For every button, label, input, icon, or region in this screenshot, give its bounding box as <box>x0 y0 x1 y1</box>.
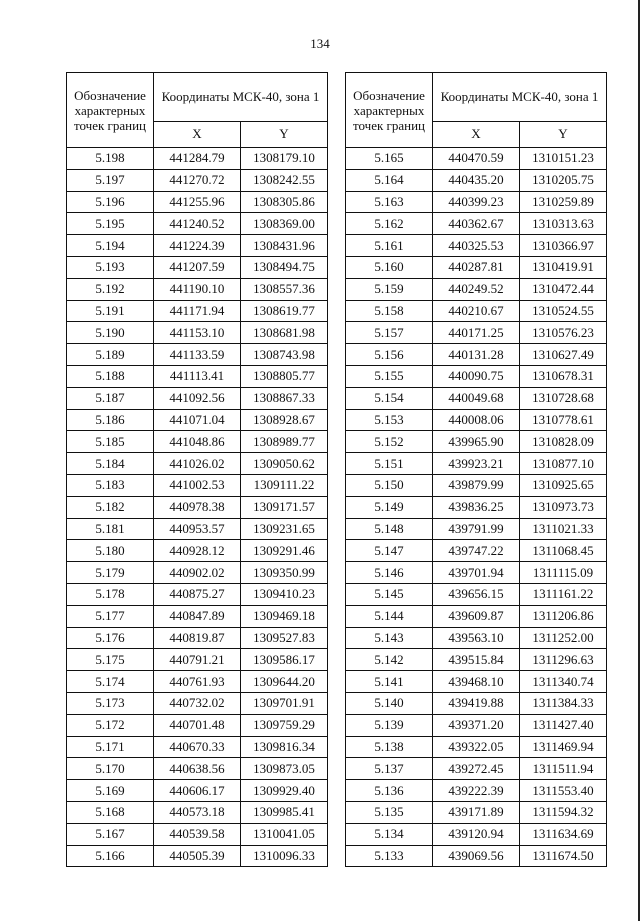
x-coordinate-cell: 441224.39 <box>154 235 241 257</box>
y-coordinate-cell: 1309410.23 <box>241 583 328 605</box>
table-row <box>67 431 328 453</box>
x-coordinate-cell: 439563.10 <box>433 627 520 649</box>
x-coordinate-cell: 440049.68 <box>433 387 520 409</box>
table-row <box>346 169 607 191</box>
x-coordinate-cell: 440362.67 <box>433 213 520 235</box>
table-row <box>346 365 607 387</box>
y-coordinate-cell: 1309291.46 <box>241 540 328 562</box>
point-id-cell: 5.133 <box>346 845 433 867</box>
y-coordinate-cell: 1310524.55 <box>520 300 607 322</box>
y-coordinate-cell: 1310472.44 <box>520 278 607 300</box>
point-id-cell: 5.151 <box>346 453 433 475</box>
table-row <box>67 714 328 736</box>
header-coordinates: Координаты МСК-40, зона 1 <box>154 73 328 122</box>
y-coordinate-cell: 1311252.00 <box>520 627 607 649</box>
x-coordinate-cell: 439468.10 <box>433 671 520 693</box>
table-row <box>346 344 607 366</box>
table-row <box>346 649 607 671</box>
y-coordinate-cell: 1310041.05 <box>241 823 328 845</box>
point-id-cell: 5.180 <box>67 540 154 562</box>
point-id-cell: 5.195 <box>67 213 154 235</box>
x-coordinate-cell: 440435.20 <box>433 169 520 191</box>
point-id-cell: 5.149 <box>346 496 433 518</box>
y-coordinate-cell: 1310728.68 <box>520 387 607 409</box>
x-coordinate-cell: 440399.23 <box>433 191 520 213</box>
y-coordinate-cell: 1311384.33 <box>520 692 607 714</box>
y-coordinate-cell: 1308305.86 <box>241 191 328 213</box>
point-id-cell: 5.141 <box>346 671 433 693</box>
x-coordinate-cell: 440287.81 <box>433 256 520 278</box>
y-coordinate-cell: 1310366.97 <box>520 235 607 257</box>
y-coordinate-cell: 1311469.94 <box>520 736 607 758</box>
x-coordinate-cell: 441190.10 <box>154 278 241 300</box>
point-id-cell: 5.184 <box>67 453 154 475</box>
y-coordinate-cell: 1308681.98 <box>241 322 328 344</box>
header-y: Y <box>520 121 607 147</box>
x-coordinate-cell: 440606.17 <box>154 780 241 802</box>
x-coordinate-cell: 439222.39 <box>433 780 520 802</box>
point-id-cell: 5.156 <box>346 344 433 366</box>
x-coordinate-cell: 441255.96 <box>154 191 241 213</box>
x-coordinate-cell: 439069.56 <box>433 845 520 867</box>
y-coordinate-cell: 1311206.86 <box>520 605 607 627</box>
table-row <box>67 583 328 605</box>
table-row <box>346 278 607 300</box>
table-row <box>67 213 328 235</box>
table-row <box>346 714 607 736</box>
x-coordinate-cell: 441207.59 <box>154 256 241 278</box>
point-id-cell: 5.196 <box>67 191 154 213</box>
point-id-cell: 5.148 <box>346 518 433 540</box>
x-coordinate-cell: 439322.05 <box>433 736 520 758</box>
y-coordinate-cell: 1311553.40 <box>520 780 607 802</box>
x-coordinate-cell: 440928.12 <box>154 540 241 562</box>
header-y: Y <box>241 121 328 147</box>
point-id-cell: 5.162 <box>346 213 433 235</box>
point-id-cell: 5.155 <box>346 365 433 387</box>
y-coordinate-cell: 1309469.18 <box>241 605 328 627</box>
x-coordinate-cell: 440090.75 <box>433 365 520 387</box>
y-coordinate-cell: 1308431.96 <box>241 235 328 257</box>
y-coordinate-cell: 1309816.34 <box>241 736 328 758</box>
point-id-cell: 5.150 <box>346 474 433 496</box>
x-coordinate-cell: 440470.59 <box>433 148 520 170</box>
point-id-cell: 5.183 <box>67 474 154 496</box>
table-row <box>346 780 607 802</box>
x-coordinate-cell: 440791.21 <box>154 649 241 671</box>
point-id-cell: 5.190 <box>67 322 154 344</box>
x-coordinate-cell: 439656.15 <box>433 583 520 605</box>
x-coordinate-cell: 440761.93 <box>154 671 241 693</box>
table-row <box>346 692 607 714</box>
table-row <box>346 758 607 780</box>
point-id-cell: 5.188 <box>67 365 154 387</box>
table-row <box>67 627 328 649</box>
x-coordinate-cell: 440539.58 <box>154 823 241 845</box>
x-coordinate-cell: 440875.27 <box>154 583 241 605</box>
y-coordinate-cell: 1309759.29 <box>241 714 328 736</box>
y-coordinate-cell: 1309985.41 <box>241 801 328 823</box>
x-coordinate-cell: 440249.52 <box>433 278 520 300</box>
x-coordinate-cell: 441026.02 <box>154 453 241 475</box>
table-row <box>67 605 328 627</box>
x-coordinate-cell: 440573.18 <box>154 801 241 823</box>
table-row <box>67 649 328 671</box>
table-row <box>67 692 328 714</box>
y-coordinate-cell: 1311296.63 <box>520 649 607 671</box>
point-id-cell: 5.173 <box>67 692 154 714</box>
point-id-cell: 5.177 <box>67 605 154 627</box>
x-coordinate-cell: 441092.56 <box>154 387 241 409</box>
y-coordinate-cell: 1310925.65 <box>520 474 607 496</box>
y-coordinate-cell: 1309231.65 <box>241 518 328 540</box>
table-row <box>346 583 607 605</box>
y-coordinate-cell: 1310096.33 <box>241 845 328 867</box>
table-row <box>67 562 328 584</box>
y-coordinate-cell: 1310205.75 <box>520 169 607 191</box>
header-coordinates: Координаты МСК-40, зона 1 <box>433 73 607 122</box>
table-row <box>346 409 607 431</box>
point-id-cell: 5.143 <box>346 627 433 649</box>
x-coordinate-cell: 440008.06 <box>433 409 520 431</box>
table-row <box>346 387 607 409</box>
header-x: X <box>154 121 241 147</box>
x-coordinate-cell: 441284.79 <box>154 148 241 170</box>
y-coordinate-cell: 1308179.10 <box>241 148 328 170</box>
y-coordinate-cell: 1310419.91 <box>520 256 607 278</box>
point-id-cell: 5.192 <box>67 278 154 300</box>
point-id-cell: 5.172 <box>67 714 154 736</box>
point-id-cell: 5.145 <box>346 583 433 605</box>
x-coordinate-cell: 440902.02 <box>154 562 241 584</box>
y-coordinate-cell: 1308867.33 <box>241 387 328 409</box>
table-row <box>67 845 328 867</box>
x-coordinate-cell: 440131.28 <box>433 344 520 366</box>
point-id-cell: 5.137 <box>346 758 433 780</box>
point-id-cell: 5.147 <box>346 540 433 562</box>
table-row <box>346 627 607 649</box>
y-coordinate-cell: 1310973.73 <box>520 496 607 518</box>
point-id-cell: 5.159 <box>346 278 433 300</box>
y-coordinate-cell: 1310627.49 <box>520 344 607 366</box>
table-row <box>346 540 607 562</box>
y-coordinate-cell: 1309873.05 <box>241 758 328 780</box>
y-coordinate-cell: 1311594.32 <box>520 801 607 823</box>
table-row <box>346 148 607 170</box>
header-x: X <box>433 121 520 147</box>
table-row <box>67 256 328 278</box>
table-row <box>67 801 328 823</box>
x-coordinate-cell: 440701.48 <box>154 714 241 736</box>
point-id-cell: 5.181 <box>67 518 154 540</box>
point-id-cell: 5.175 <box>67 649 154 671</box>
y-coordinate-cell: 1309527.83 <box>241 627 328 649</box>
x-coordinate-cell: 440847.89 <box>154 605 241 627</box>
point-id-cell: 5.178 <box>67 583 154 605</box>
table-row <box>67 235 328 257</box>
point-id-cell: 5.169 <box>67 780 154 802</box>
point-id-cell: 5.168 <box>67 801 154 823</box>
x-coordinate-cell: 439272.45 <box>433 758 520 780</box>
table-row <box>346 562 607 584</box>
point-id-cell: 5.194 <box>67 235 154 257</box>
y-coordinate-cell: 1310259.89 <box>520 191 607 213</box>
point-id-cell: 5.198 <box>67 148 154 170</box>
table-row <box>346 605 607 627</box>
table-row <box>67 191 328 213</box>
x-coordinate-cell: 441153.10 <box>154 322 241 344</box>
y-coordinate-cell: 1308494.75 <box>241 256 328 278</box>
y-coordinate-cell: 1311674.50 <box>520 845 607 867</box>
table-row <box>346 474 607 496</box>
point-id-cell: 5.140 <box>346 692 433 714</box>
point-id-cell: 5.191 <box>67 300 154 322</box>
y-coordinate-cell: 1308989.77 <box>241 431 328 453</box>
table-row <box>67 496 328 518</box>
point-id-cell: 5.164 <box>346 169 433 191</box>
y-coordinate-cell: 1311021.33 <box>520 518 607 540</box>
table-row <box>346 213 607 235</box>
y-coordinate-cell: 1308928.67 <box>241 409 328 431</box>
header-point-designation: Обозначение характерных точек границ <box>346 73 433 148</box>
table-row <box>67 387 328 409</box>
table-row <box>346 300 607 322</box>
table-row <box>346 322 607 344</box>
y-coordinate-cell: 1308805.77 <box>241 365 328 387</box>
table-row <box>67 736 328 758</box>
point-id-cell: 5.163 <box>346 191 433 213</box>
table-row <box>346 736 607 758</box>
point-id-cell: 5.176 <box>67 627 154 649</box>
y-coordinate-cell: 1309644.20 <box>241 671 328 693</box>
x-coordinate-cell: 439515.84 <box>433 649 520 671</box>
x-coordinate-cell: 441171.94 <box>154 300 241 322</box>
x-coordinate-cell: 439171.89 <box>433 801 520 823</box>
point-id-cell: 5.185 <box>67 431 154 453</box>
y-coordinate-cell: 1310778.61 <box>520 409 607 431</box>
point-id-cell: 5.171 <box>67 736 154 758</box>
x-coordinate-cell: 441071.04 <box>154 409 241 431</box>
point-id-cell: 5.138 <box>346 736 433 758</box>
point-id-cell: 5.187 <box>67 387 154 409</box>
y-coordinate-cell: 1311340.74 <box>520 671 607 693</box>
table-row <box>67 278 328 300</box>
point-id-cell: 5.152 <box>346 431 433 453</box>
table-row <box>346 518 607 540</box>
y-coordinate-cell: 1311115.09 <box>520 562 607 584</box>
point-id-cell: 5.154 <box>346 387 433 409</box>
point-id-cell: 5.142 <box>346 649 433 671</box>
coordinates-table-right <box>345 72 607 867</box>
y-coordinate-cell: 1310828.09 <box>520 431 607 453</box>
x-coordinate-cell: 439419.88 <box>433 692 520 714</box>
x-coordinate-cell: 441133.59 <box>154 344 241 366</box>
table-row <box>346 823 607 845</box>
table-row <box>67 780 328 802</box>
point-id-cell: 5.160 <box>346 256 433 278</box>
x-coordinate-cell: 439836.25 <box>433 496 520 518</box>
table-row <box>67 671 328 693</box>
y-coordinate-cell: 1311634.69 <box>520 823 607 845</box>
y-coordinate-cell: 1308369.00 <box>241 213 328 235</box>
y-coordinate-cell: 1308619.77 <box>241 300 328 322</box>
y-coordinate-cell: 1309929.40 <box>241 780 328 802</box>
x-coordinate-cell: 441002.53 <box>154 474 241 496</box>
point-id-cell: 5.174 <box>67 671 154 693</box>
table-row <box>346 453 607 475</box>
table-row <box>67 169 328 191</box>
table-row <box>346 801 607 823</box>
point-id-cell: 5.146 <box>346 562 433 584</box>
table-row <box>67 453 328 475</box>
point-id-cell: 5.153 <box>346 409 433 431</box>
x-coordinate-cell: 440732.02 <box>154 692 241 714</box>
table-row <box>346 496 607 518</box>
point-id-cell: 5.161 <box>346 235 433 257</box>
x-coordinate-cell: 440978.38 <box>154 496 241 518</box>
x-coordinate-cell: 439791.99 <box>433 518 520 540</box>
point-id-cell: 5.182 <box>67 496 154 518</box>
table-row <box>67 474 328 496</box>
x-coordinate-cell: 439923.21 <box>433 453 520 475</box>
table-row <box>67 365 328 387</box>
table-row <box>67 148 328 170</box>
x-coordinate-cell: 441270.72 <box>154 169 241 191</box>
x-coordinate-cell: 439371.20 <box>433 714 520 736</box>
point-id-cell: 5.157 <box>346 322 433 344</box>
table-row <box>67 322 328 344</box>
y-coordinate-cell: 1309350.99 <box>241 562 328 584</box>
coordinates-table-left <box>66 72 328 867</box>
table-row <box>67 344 328 366</box>
y-coordinate-cell: 1308743.98 <box>241 344 328 366</box>
y-coordinate-cell: 1310678.31 <box>520 365 607 387</box>
x-coordinate-cell: 439879.99 <box>433 474 520 496</box>
x-coordinate-cell: 440171.25 <box>433 322 520 344</box>
x-coordinate-cell: 441240.52 <box>154 213 241 235</box>
x-coordinate-cell: 440505.39 <box>154 845 241 867</box>
point-id-cell: 5.135 <box>346 801 433 823</box>
table-row <box>67 540 328 562</box>
y-coordinate-cell: 1310151.23 <box>520 148 607 170</box>
table-row <box>67 518 328 540</box>
y-coordinate-cell: 1311427.40 <box>520 714 607 736</box>
point-id-cell: 5.193 <box>67 256 154 278</box>
table-row <box>346 191 607 213</box>
point-id-cell: 5.134 <box>346 823 433 845</box>
point-id-cell: 5.167 <box>67 823 154 845</box>
table-row <box>67 758 328 780</box>
y-coordinate-cell: 1309586.17 <box>241 649 328 671</box>
y-coordinate-cell: 1308242.55 <box>241 169 328 191</box>
point-id-cell: 5.179 <box>67 562 154 584</box>
x-coordinate-cell: 441113.41 <box>154 365 241 387</box>
table-row <box>67 300 328 322</box>
y-coordinate-cell: 1311161.22 <box>520 583 607 605</box>
x-coordinate-cell: 440819.87 <box>154 627 241 649</box>
x-coordinate-cell: 439747.22 <box>433 540 520 562</box>
point-id-cell: 5.197 <box>67 169 154 191</box>
table-row <box>67 409 328 431</box>
point-id-cell: 5.166 <box>67 845 154 867</box>
y-coordinate-cell: 1309171.57 <box>241 496 328 518</box>
point-id-cell: 5.136 <box>346 780 433 802</box>
point-id-cell: 5.158 <box>346 300 433 322</box>
point-id-cell: 5.165 <box>346 148 433 170</box>
y-coordinate-cell: 1311068.45 <box>520 540 607 562</box>
table-row <box>346 235 607 257</box>
x-coordinate-cell: 440325.53 <box>433 235 520 257</box>
point-id-cell: 5.189 <box>67 344 154 366</box>
header-point-designation: Обозначение характерных точек границ <box>67 73 154 148</box>
x-coordinate-cell: 440670.33 <box>154 736 241 758</box>
x-coordinate-cell: 440638.56 <box>154 758 241 780</box>
point-id-cell: 5.170 <box>67 758 154 780</box>
table-row <box>346 431 607 453</box>
table-row <box>346 671 607 693</box>
y-coordinate-cell: 1310576.23 <box>520 322 607 344</box>
x-coordinate-cell: 441048.86 <box>154 431 241 453</box>
point-id-cell: 5.186 <box>67 409 154 431</box>
y-coordinate-cell: 1310877.10 <box>520 453 607 475</box>
y-coordinate-cell: 1308557.36 <box>241 278 328 300</box>
table-row <box>67 823 328 845</box>
x-coordinate-cell: 440953.57 <box>154 518 241 540</box>
y-coordinate-cell: 1309050.62 <box>241 453 328 475</box>
x-coordinate-cell: 439701.94 <box>433 562 520 584</box>
y-coordinate-cell: 1309701.91 <box>241 692 328 714</box>
y-coordinate-cell: 1311511.94 <box>520 758 607 780</box>
page-number: 134 <box>310 36 330 51</box>
point-id-cell: 5.139 <box>346 714 433 736</box>
x-coordinate-cell: 439965.90 <box>433 431 520 453</box>
table-row <box>346 256 607 278</box>
x-coordinate-cell: 440210.67 <box>433 300 520 322</box>
table-row <box>346 845 607 867</box>
x-coordinate-cell: 439120.94 <box>433 823 520 845</box>
y-coordinate-cell: 1309111.22 <box>241 474 328 496</box>
point-id-cell: 5.144 <box>346 605 433 627</box>
y-coordinate-cell: 1310313.63 <box>520 213 607 235</box>
x-coordinate-cell: 439609.87 <box>433 605 520 627</box>
